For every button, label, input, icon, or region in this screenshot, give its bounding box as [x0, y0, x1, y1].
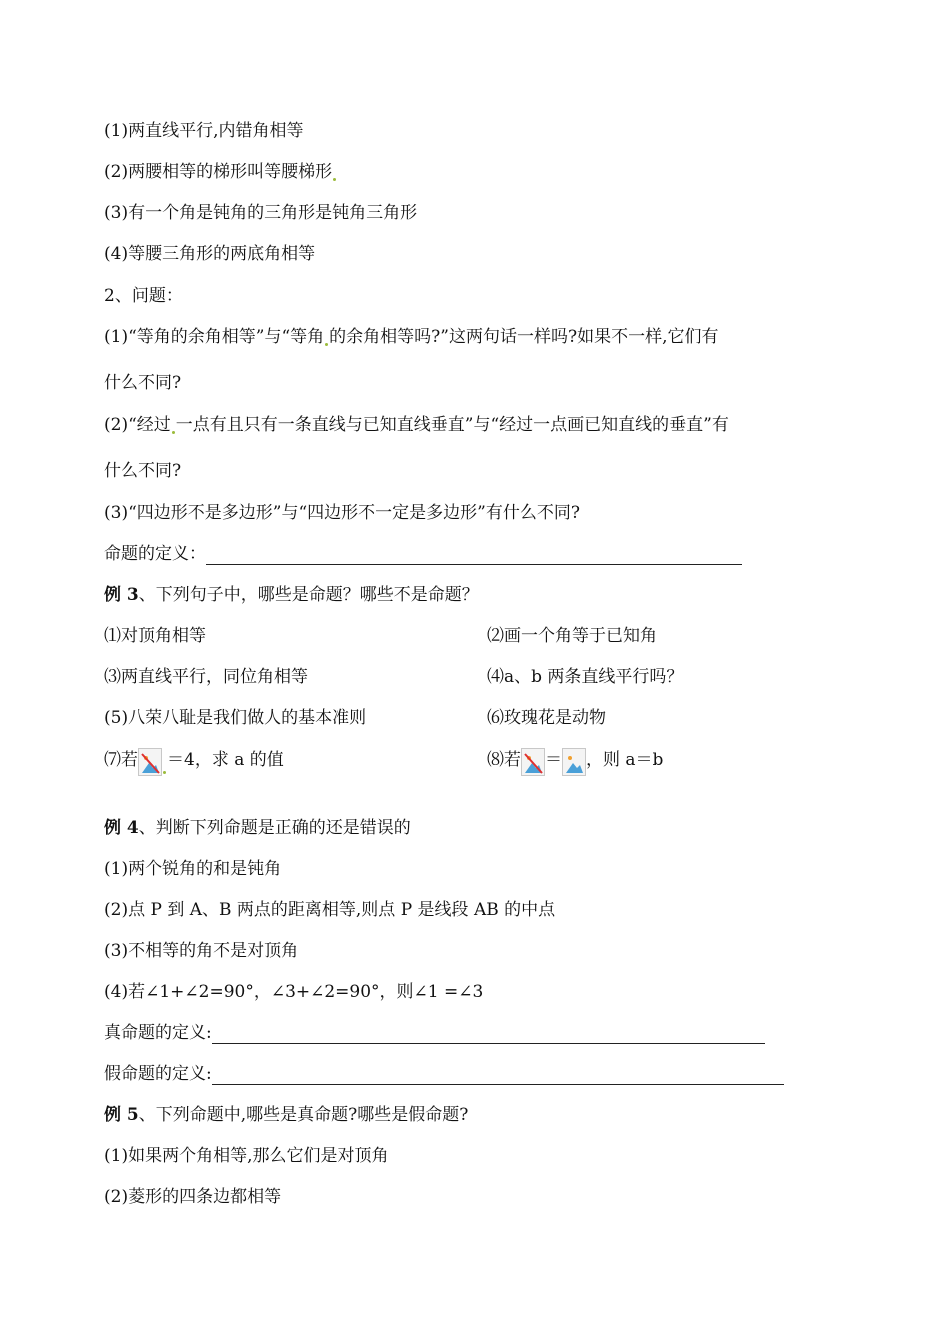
ex4-item-4: (4)若∠1+∠2=90°，∠3+∠2=90°，则∠1 =∠3 — [104, 982, 484, 1002]
answer-blank[interactable] — [212, 1066, 784, 1085]
ex3-item-7-prefix: ⑺若 — [104, 750, 138, 770]
ex4-item-1: (1)两个锐角的和是钝角 — [104, 859, 282, 879]
ex3-item-8-suffix: ，则 a＝b — [586, 750, 664, 770]
q1-part-a: (1)“等角的余角相等”与“等角 — [104, 327, 325, 347]
ex4-item-2: (2)点 P 到 A、B 两点的距离相等,则点 P 是线段 AB 的中点 — [104, 900, 556, 920]
ex3-item-4: ⑷a、b 两条直线平行吗？ — [487, 667, 684, 687]
answer-blank[interactable] — [206, 546, 742, 565]
true-proposition-definition — [104, 1022, 765, 1044]
ex3-item-1: ⑴对顶角相等 — [104, 626, 206, 646]
false-def-label: 假命题的定义: — [104, 1064, 212, 1084]
ex5-item-1: (1)如果两个角相等,那么它们是对顶角 — [104, 1146, 389, 1166]
question-2 — [104, 414, 729, 436]
example-5-text: 、下列命题中,哪些是真命题?哪些是假命题? — [138, 1105, 469, 1125]
equals-sign: ＝ — [545, 750, 562, 770]
ex3-item-3: ⑶两直线平行，同位角相等 — [104, 667, 308, 687]
answer-blank[interactable] — [212, 1025, 765, 1044]
mark-dot — [163, 771, 166, 774]
mark-dot — [325, 343, 328, 346]
formula-image-icon — [138, 748, 162, 776]
item-3: (3)有一个角是钝角的三角形是钝角三角形 — [104, 203, 418, 223]
definition-label: 命题的定义： — [104, 544, 206, 564]
ex4-item-3: (3)不相等的角不是对顶角 — [104, 941, 299, 961]
formula-image-icon — [562, 748, 586, 776]
example-4-heading — [104, 817, 411, 839]
example-3-text: 、下列句子中，哪些是命题？哪些不是命题？ — [138, 585, 479, 605]
ex3-item-8 — [487, 748, 663, 776]
q2-part-a: (2)“经过 — [104, 415, 171, 435]
example-3-label: 例 3 — [104, 585, 139, 605]
question-1-cont: 什么不同? — [104, 373, 182, 393]
ex3-item-2: ⑵画一个角等于已知角 — [487, 626, 657, 646]
example-5-heading — [104, 1104, 468, 1126]
q2-part-b: 一点有且只有一条直线与已知直线垂直”与“经过一点画已知直线的垂直”有 — [175, 415, 729, 435]
proposition-definition — [104, 543, 742, 565]
mark-dot — [333, 178, 336, 181]
question-heading: 2、问题： — [104, 286, 183, 306]
question-3: (3)“四边形不是多边形”与“四边形不一定是多边形”有什么不同? — [104, 503, 580, 523]
ex3-item-7 — [104, 748, 284, 776]
ex5-item-2: (2)菱形的四条边都相等 — [104, 1187, 282, 1207]
formula-image-icon — [521, 748, 545, 776]
example-4-label: 例 4 — [104, 818, 139, 838]
example-5-label: 例 5 — [104, 1105, 139, 1125]
mark-dot — [172, 431, 175, 434]
q1-part-b: 的余角相等吗?”这两句话一样吗?如果不一样,它们有 — [329, 327, 719, 347]
question-1 — [104, 326, 718, 348]
true-def-label: 真命题的定义: — [104, 1023, 212, 1043]
item-2 — [104, 161, 337, 183]
item-2-text: (2)两腰相等的梯形叫等腰梯形 — [104, 162, 333, 182]
item-1: (1)两直线平行,内错角相等 — [104, 121, 304, 141]
ex3-item-5: (5)八荣八耻是我们做人的基本准则 — [104, 708, 367, 728]
ex3-item-6: ⑹玫瑰花是动物 — [487, 708, 606, 728]
false-proposition-definition — [104, 1063, 784, 1085]
example-4-text: 、判断下列命题是正确的还是错误的 — [138, 818, 411, 838]
example-3-heading — [104, 584, 479, 606]
question-2-cont: 什么不同? — [104, 461, 182, 481]
ex3-item-7-suffix: ＝4，求 a 的值 — [167, 750, 284, 770]
item-4: (4)等腰三角形的两底角相等 — [104, 244, 316, 264]
ex3-item-8-prefix: ⑻若 — [487, 750, 521, 770]
